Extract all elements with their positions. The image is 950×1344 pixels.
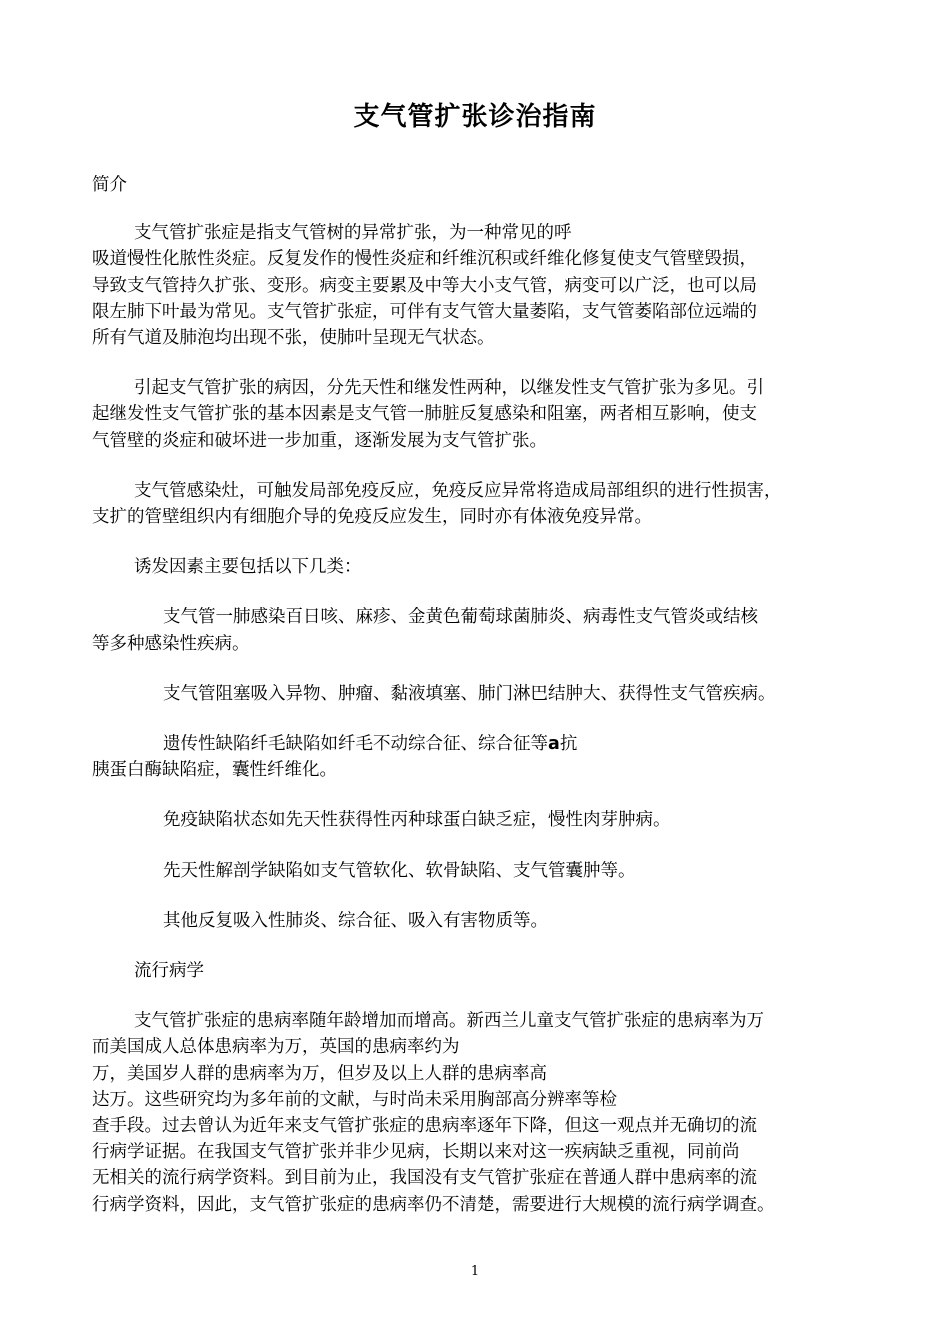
alpha-symbol: a: [548, 734, 560, 755]
document-title: 支气管扩张诊治指南: [353, 102, 597, 132]
factor-anatomic: 先天性解剖学缺陷如支气管软化、软骨缺陷、支气管囊肿等。: [163, 860, 636, 881]
section-heading-epidemiology: 流行病学: [134, 961, 204, 982]
factor-infection: 支气管一肺感染百日咳、麻疹、金黄色葡萄球菌肺炎、病毒性支气管炎或结核 等多种感染性疾病。: [92, 607, 758, 654]
document-body: [92, 172, 878, 1218]
factors-intro: 诱发因素主要包括以下几类：: [134, 557, 362, 578]
paragraph-etiology: 引起支气管扩张的病因，分先天性和继发性两种，以继发性支气管扩张为多见。引 起继发性支气管扩张的基本因素是支气管一肺脏反复感染和阻塞，两者相互影响，使支 气管壁的炎症和破坏进一步加重，逐渐发展为支气管扩张。: [92, 378, 764, 451]
paragraph-definition: 支气管扩张症是指支气管树的异常扩张，为一种常见的呼 吸道慢性化脓性炎症。反复发作的慢性炎症和纤维沉积或纤维化修复使支气管壁毁损， 导致支气管持久扩张、变形。病变主要累及中等大小支气管，病变可以广泛，也可以局 限左肺下叶最为常见。支气管扩张症，可伴有支气管大量萎陷，支气管萎陷部位远端的 所有气道及肺泡均出现不张，使肺叶呈现无气状态。: [92, 223, 757, 349]
section-heading-intro: 简介: [92, 175, 127, 195]
factor-genetic: 遗传性缺陷纤毛缺陷如纤毛不动综合征、综合征等a抗 胰蛋白酶缺陷症，囊性纤维化。: [92, 734, 578, 781]
paragraph-epidemiology: 支气管扩张症的患病率随年龄增加而增高。新西兰儿童支气管扩张症的患病率为万 而美国成人总体患病率为万，英国的患病率约为 万，美国岁人群的患病率为万，但岁及以上人群的患病率高 达万。这些研究均为多年前的文献，与时尚未采用胸部高分辨率等检 查手段。过去曾认为近年来支气管扩张症的患病率逐年下降，但这一观点并无确切的流 行病学证据。在我国支气管扩张并非少见病，长期以来对这一疾病缺乏重视，同前尚 无相关的流行病学资料。到目前为止，我国没有支气管扩张症在普通人群中患病率的流 行病学资料，因此，支气管扩张症的患病率仍不清楚，需要进行大规模的流行病学调查。: [92, 1011, 775, 1215]
factor-obstruction: 支气管阻塞吸入异物、肿瘤、黏液填塞、肺门淋巴结肿大、获得性支气管疾病。: [163, 683, 776, 704]
factor-immune: 免疫缺陷状态如先天性获得性丙种球蛋白缺乏症，慢性肉芽肿病。: [163, 810, 671, 831]
paragraph-immunity: 支气管感染灶，可触发局部免疫反应，免疫反应异常将造成局部组织的进行性损害， 支扩的管壁组织内有细胞介导的免疫反应发生，同时亦有体液免疫异常。: [92, 480, 782, 528]
factor-other: 其他反复吸入性肺炎、综合征、吸入有害物质等。: [163, 910, 548, 931]
page-number: 1: [470, 1264, 480, 1279]
